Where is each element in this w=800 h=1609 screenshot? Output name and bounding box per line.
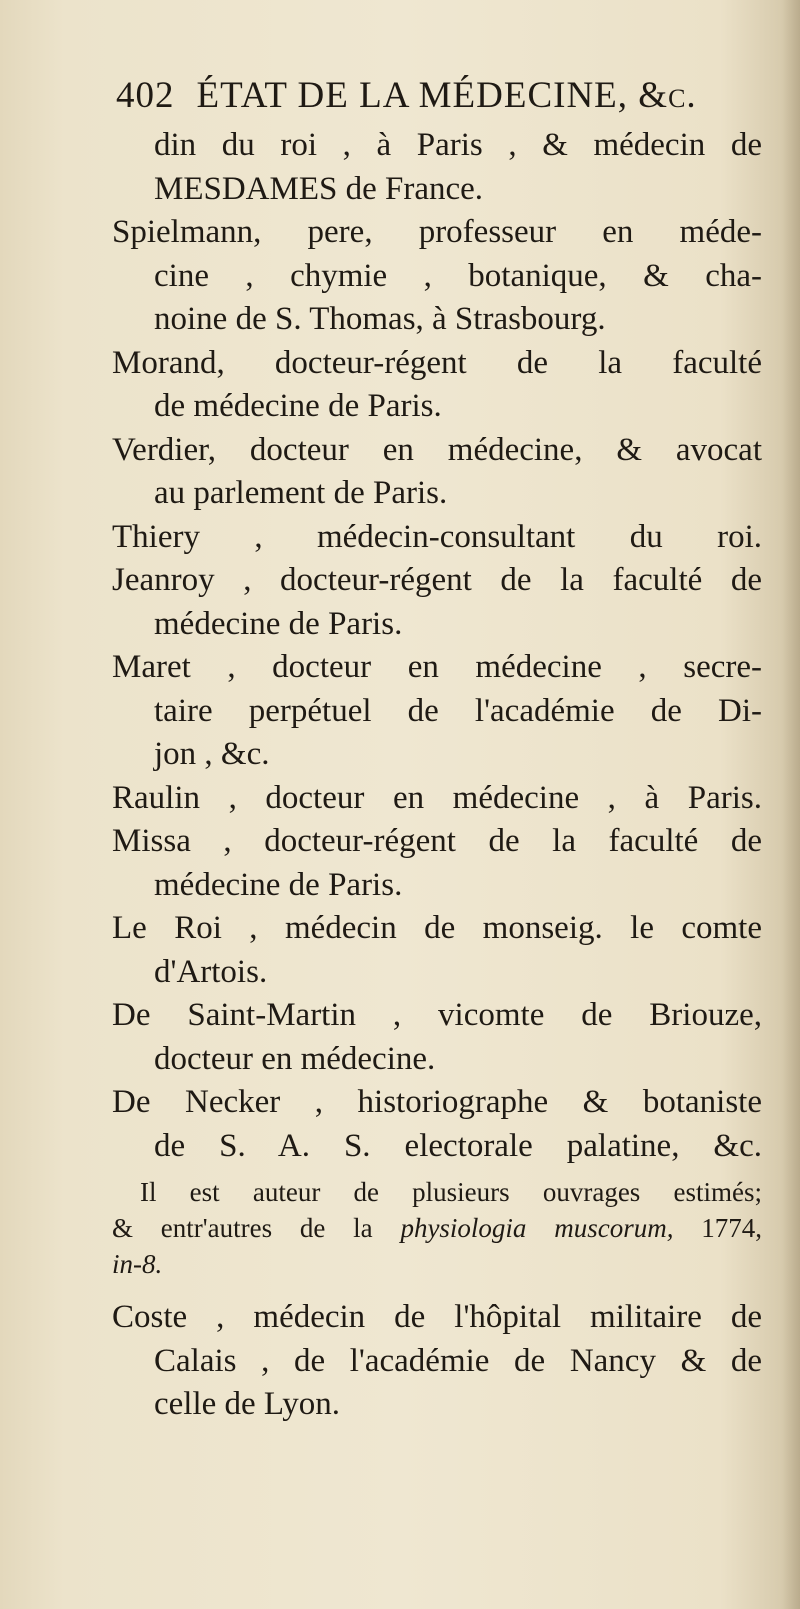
text-line: celle de Lyon.: [154, 1386, 341, 1422]
entry-line: Maret , docteur en médecine , secre-: [112, 649, 762, 685]
note-date: 1774,: [673, 1213, 762, 1243]
footnote: [112, 1174, 762, 1282]
page-number: 402: [116, 75, 175, 116]
text-line: din du roi , à Paris , & médecin de: [154, 127, 762, 163]
text-line: médecine de Paris.: [154, 866, 403, 903]
note-line: Il est auteur de plusieurs ouvrages estimés;: [140, 1177, 762, 1207]
text-line: cine , chymie , botanique, & cha-: [154, 257, 762, 294]
running-title: ÉTAT DE LA MÉDECINE, &c.: [196, 75, 697, 116]
entry-line: De Saint-Martin , vicomte de Briouze,: [112, 997, 762, 1033]
entry-line: Thiery , médecin-consultant du roi.: [112, 518, 762, 555]
text-line: d'Artois.: [154, 953, 268, 990]
page-body: [112, 124, 762, 1427]
text-line: de médecine de Paris.: [154, 388, 442, 424]
running-head: [116, 74, 756, 124]
entry-line: Verdier, docteur en médecine, & avocat: [112, 431, 762, 468]
text-line: de S. A. S. electorale palatine, &c.: [154, 1127, 762, 1164]
text-line: jon , &c.: [154, 736, 270, 772]
entry-line: De Necker , historiographe & botaniste: [112, 1084, 762, 1120]
entry-line: Missa , docteur-régent de la faculté de: [112, 823, 762, 859]
text-line: taire perpétuel de l'académie de Di-: [154, 692, 762, 729]
page-gutter-shadow: [782, 0, 800, 1609]
text-line: médecine de Paris.: [154, 605, 403, 642]
text-line: noine de S. Thomas, à Strasbourg.: [154, 301, 606, 337]
entry-line: Coste , médecin de l'hôpital militaire de: [112, 1299, 762, 1335]
text-line: MESDAMES de France.: [154, 170, 484, 207]
book-format: in-8.: [112, 1249, 163, 1279]
entry-line: Le Roi , médecin de monseig. le comte: [112, 910, 762, 946]
text-line: au parlement de Paris.: [154, 475, 448, 511]
note-line: [112, 1210, 762, 1246]
entry-line: Raulin , docteur en médecine , à Paris.: [112, 779, 762, 816]
entry-line: Morand, docteur-régent de la faculté: [112, 344, 762, 381]
entry-line: Spielmann, pere, professeur en méde-: [112, 214, 762, 250]
text-line: docteur en médecine.: [154, 1040, 436, 1077]
entry-line: Jeanroy , docteur-régent de la faculté de: [112, 562, 762, 598]
note-line: [112, 1246, 762, 1282]
note-text: & entr'autres de la: [112, 1213, 401, 1243]
text-line: Calais , de l'académie de Nancy & de: [154, 1342, 762, 1379]
book-title: physiologia muscorum,: [400, 1213, 674, 1243]
